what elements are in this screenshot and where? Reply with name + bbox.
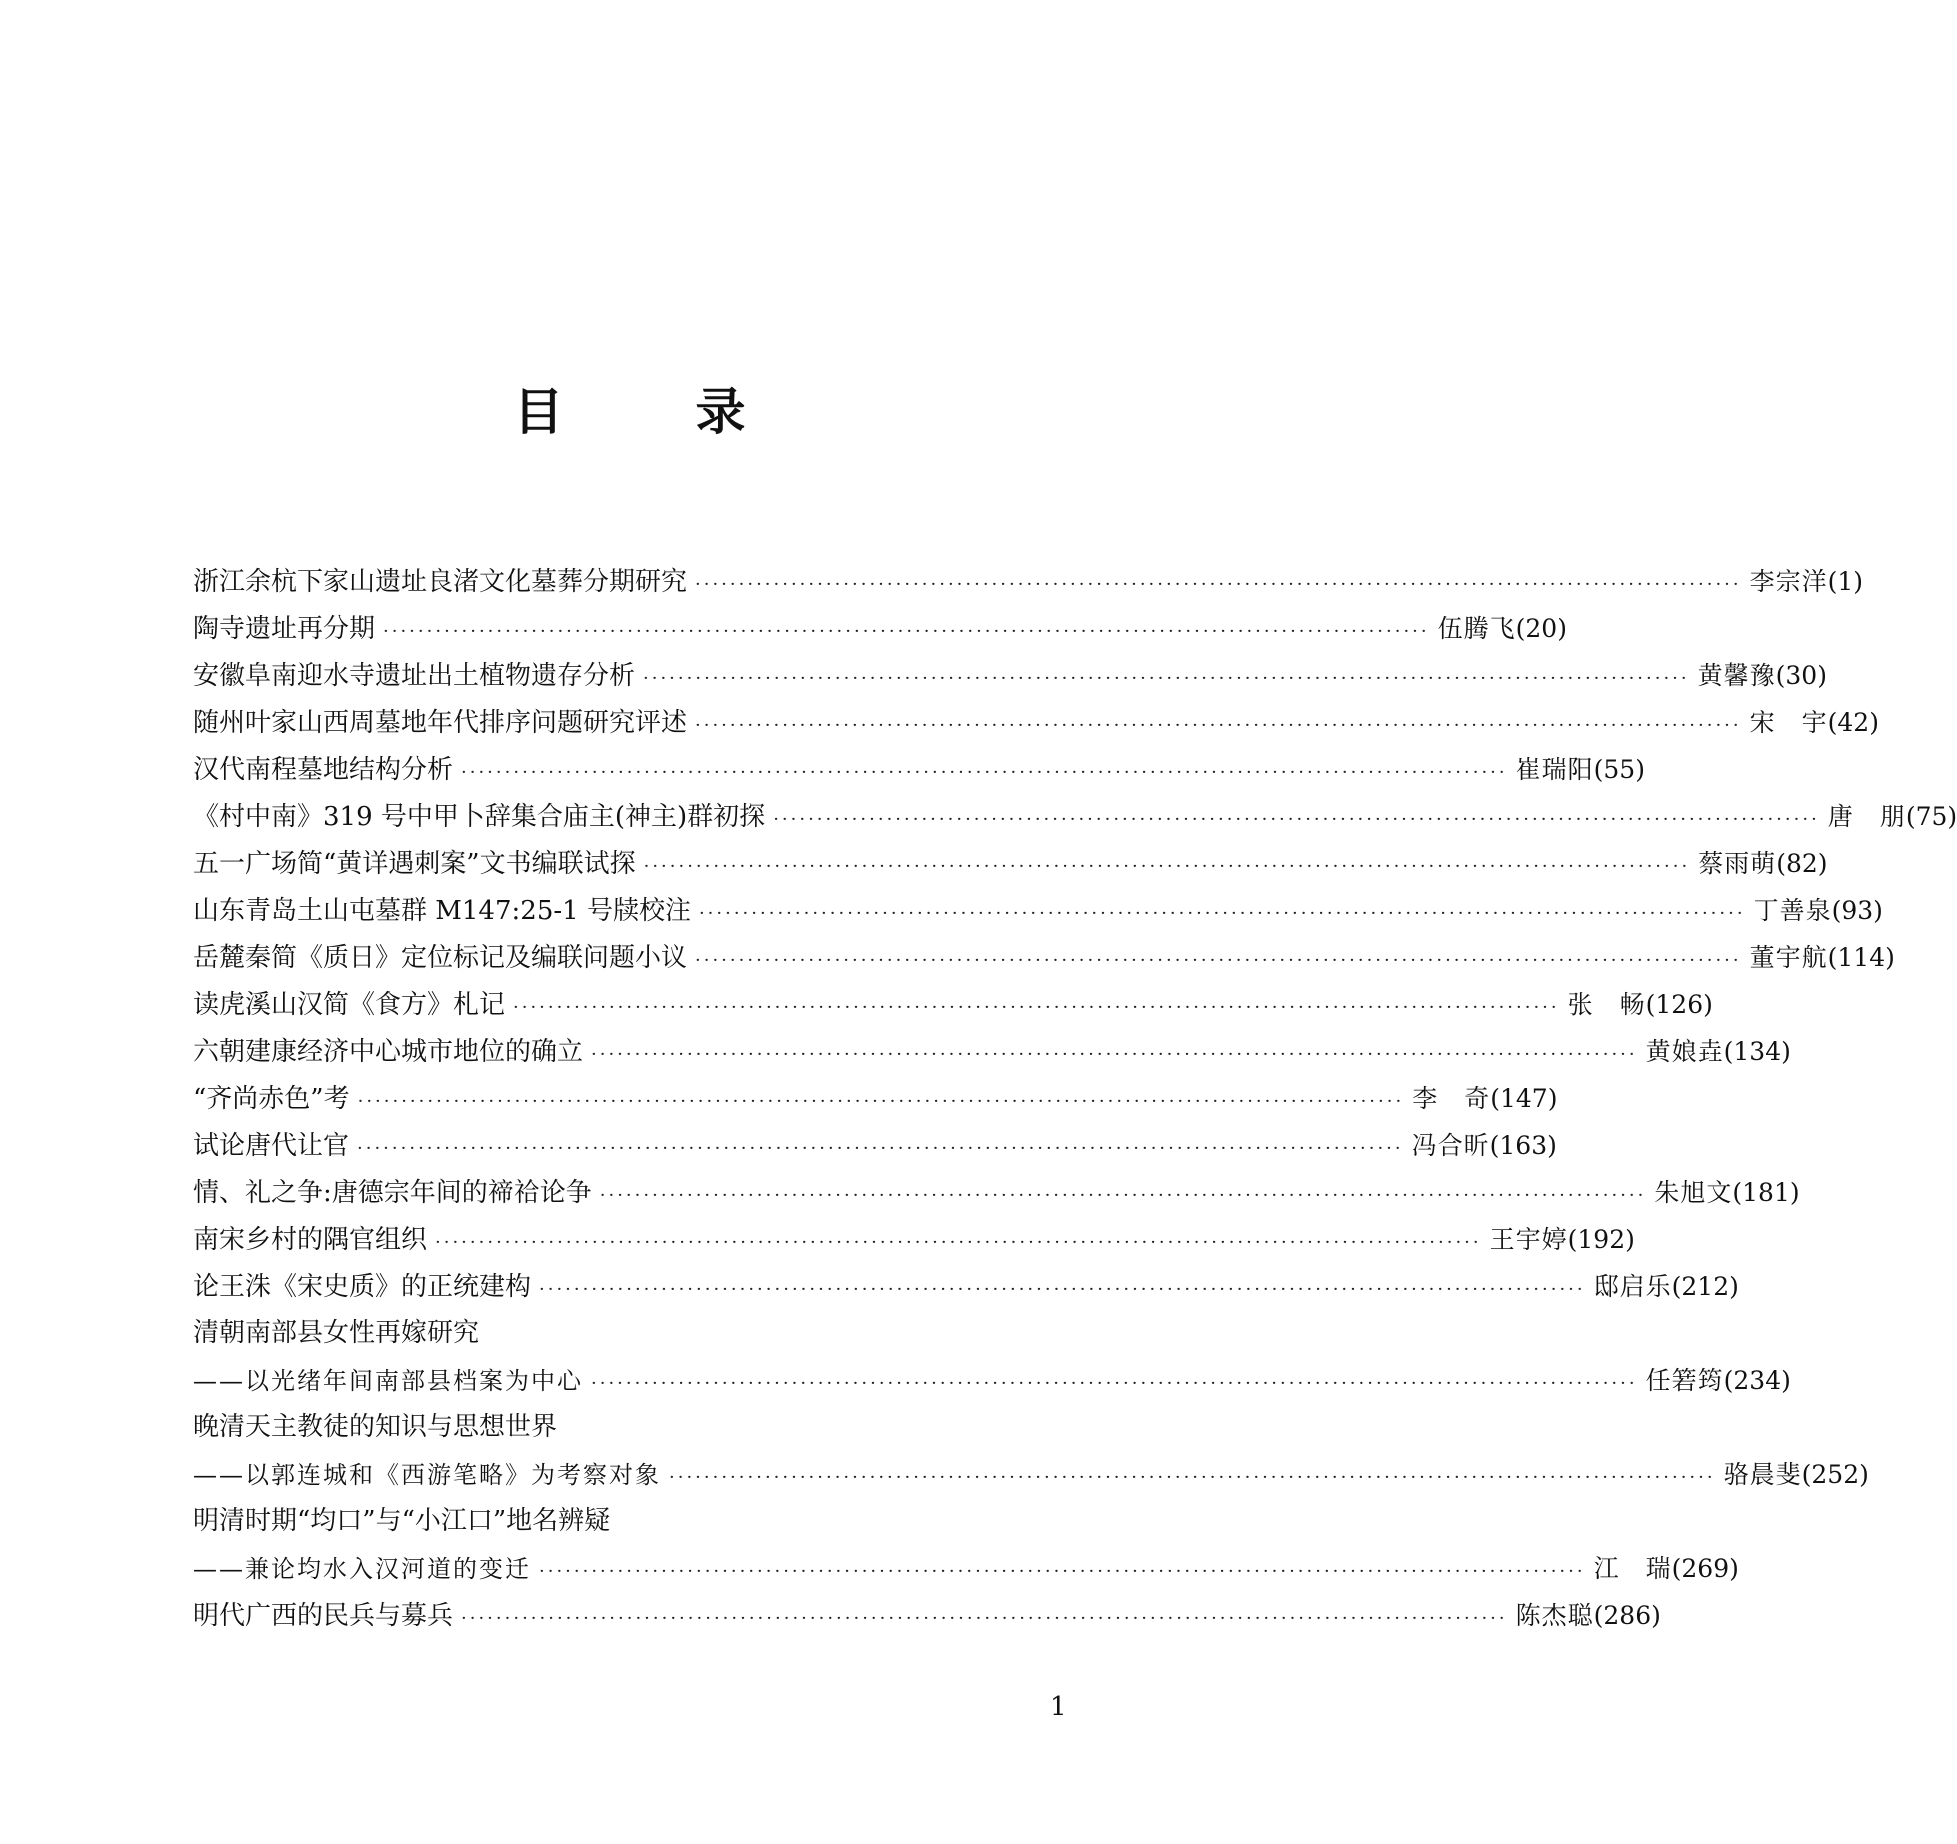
- toc-author: 伍腾飞: [1437, 614, 1516, 643]
- toc-title: 清朝南部县女性再嫁研究: [193, 1318, 480, 1348]
- toc-entry[interactable]: [193, 1592, 1661, 1639]
- toc-title: 《村中南》319 号中甲卜辞集合庙主(神主)群初探: [193, 802, 766, 832]
- toc-subtitle: ——以光绪年间南部县档案为中心: [193, 1367, 583, 1395]
- toc-title: 岳麓秦简《质日》定位标记及编联问题小议: [193, 943, 688, 973]
- toc-title: 论王洙《宋史质》的正统建构: [193, 1272, 532, 1302]
- toc-line: [193, 746, 1645, 793]
- toc-page-number: (181): [1732, 1178, 1800, 1207]
- toc-entry[interactable]: [193, 1075, 1558, 1122]
- toc-line: [193, 699, 1879, 746]
- toc-author: 黄馨豫: [1697, 661, 1776, 690]
- toc-entry[interactable]: [193, 699, 1879, 746]
- toc-author: 张 畅: [1567, 990, 1646, 1019]
- toc-author: 李宗洋: [1749, 567, 1828, 596]
- title-char-1: 目: [513, 382, 566, 441]
- toc-page-number: (252): [1801, 1460, 1869, 1489]
- toc-author: 冯合昕: [1411, 1131, 1490, 1160]
- toc-entry[interactable]: [193, 1169, 1800, 1216]
- toc-page-number: (126): [1645, 990, 1713, 1019]
- toc-author: 黄娘垚: [1645, 1037, 1724, 1066]
- toc-title: 五一广场简“黄详遇刺案”文书编联试探: [193, 849, 636, 879]
- toc-title: 试论唐代让官: [193, 1131, 350, 1161]
- dot-leader: ························································································································: [695, 574, 1742, 595]
- toc-page-number: (93): [1831, 896, 1883, 925]
- toc-page-number: (55): [1593, 755, 1645, 784]
- toc-entry[interactable]: [193, 981, 1713, 1028]
- toc-entry[interactable]: [193, 793, 1957, 840]
- dot-leader: ························································································································: [698, 903, 1746, 924]
- toc-entry[interactable]: [193, 605, 1567, 652]
- toc-line: [193, 1498, 1061, 1545]
- toc-title: 山东青岛土山屯墓群 M147:25-1 号牍校注: [193, 896, 691, 926]
- toc-line: [193, 1404, 1061, 1451]
- toc-line: [193, 605, 1567, 652]
- toc-line: [193, 1075, 1558, 1122]
- toc-title: 随州叶家山西周墓地年代排序问题研究评述: [193, 708, 688, 738]
- toc-title: 晚清天主教徒的知识与思想世界: [193, 1412, 558, 1442]
- dot-leader: ························································································································: [695, 950, 1742, 971]
- toc-line: [193, 1263, 1739, 1310]
- toc-subtitle: ——兼论均水入汉河道的变迁: [193, 1555, 531, 1583]
- toc-line: [193, 1310, 1061, 1357]
- toc-subtitle-line: [193, 1545, 1739, 1592]
- toc-entry[interactable]: [193, 1263, 1739, 1310]
- toc-entry[interactable]: [193, 746, 1645, 793]
- toc-line: [193, 887, 1883, 934]
- toc-entry[interactable]: [193, 840, 1828, 887]
- toc-author: 任箬筠: [1645, 1366, 1724, 1395]
- toc-line: [193, 558, 1864, 605]
- toc-line: [193, 1122, 1557, 1169]
- title-char-2: 录: [695, 382, 748, 441]
- toc-line: [193, 793, 1957, 840]
- toc-subtitle: ——以郭连城和《西游笔略》为考察对象: [193, 1461, 661, 1489]
- toc-author: 骆晨斐: [1723, 1460, 1802, 1489]
- dot-leader: ························································································································: [539, 1279, 1586, 1300]
- toc-author: 董宇航: [1749, 943, 1828, 972]
- toc-author: 蔡雨萌: [1698, 849, 1777, 878]
- dot-leader: ························································································································: [591, 1044, 1638, 1065]
- toc-author: 丁善泉: [1753, 896, 1832, 925]
- toc-title: 安徽阜南迎水寺遗址出土植物遗存分析: [193, 661, 636, 691]
- toc-page-number: (192): [1567, 1225, 1635, 1254]
- toc-entry[interactable]: [193, 558, 1864, 605]
- toc-title: 南宋乡村的隅官组织: [193, 1225, 428, 1255]
- toc-page-number: (20): [1515, 614, 1567, 643]
- toc-title: 情、礼之争:唐德宗年间的禘祫论争: [193, 1178, 592, 1208]
- dot-leader: ························································································································: [357, 1091, 1405, 1112]
- toc-page-number: (75): [1905, 802, 1957, 831]
- toc-line: [193, 1169, 1800, 1216]
- toc-title: 浙江余杭下家山遗址良渚文化墓葬分期研究: [193, 567, 688, 597]
- dot-leader: ························································································································: [669, 1467, 1716, 1488]
- dot-leader: ························································································································: [383, 621, 1430, 642]
- toc-page-number: (212): [1671, 1272, 1739, 1301]
- dot-leader: ························································································································: [461, 1608, 1508, 1629]
- page-number: 1: [1050, 1692, 1067, 1722]
- toc-author: 崔瑞阳: [1515, 755, 1594, 784]
- dot-leader: ························································································································: [599, 1185, 1647, 1206]
- toc-line: [193, 1592, 1661, 1639]
- toc-author: 唐 朋: [1827, 802, 1906, 831]
- toc-author: 江 瑞: [1593, 1554, 1672, 1583]
- toc-entry[interactable]: [193, 1122, 1557, 1169]
- toc-entry[interactable]: [193, 1216, 1635, 1263]
- toc-page-number: (42): [1827, 708, 1879, 737]
- toc-entry[interactable]: [193, 887, 1883, 934]
- dot-leader: ························································································································: [591, 1373, 1638, 1394]
- toc-title: 明代广西的民兵与募兵: [193, 1601, 454, 1631]
- dot-leader: ························································································································: [539, 1561, 1586, 1582]
- toc-line: [193, 1216, 1635, 1263]
- toc-title: 读虎溪山汉简《食方》札记: [193, 990, 506, 1020]
- toc-page-number: (163): [1489, 1131, 1557, 1160]
- dot-leader: ························································································································: [357, 1138, 1404, 1159]
- toc-entry[interactable]: [193, 934, 1895, 981]
- toc-title: “齐尚赤色”考: [193, 1084, 350, 1114]
- toc-author: 朱旭文: [1654, 1178, 1733, 1207]
- toc-title: 六朝建康经济中心城市地位的确立: [193, 1037, 584, 1067]
- toc-page-number: (134): [1723, 1037, 1791, 1066]
- toc-entry[interactable]: [193, 1028, 1791, 1075]
- dot-leader: ························································································································: [461, 762, 1508, 783]
- toc-line: [193, 1028, 1791, 1075]
- toc-page-number: (114): [1827, 943, 1895, 972]
- toc-author: 李 奇: [1412, 1084, 1491, 1113]
- toc-subtitle-line: [193, 1357, 1791, 1404]
- toc-page-number: (234): [1723, 1366, 1791, 1395]
- toc-title: 汉代南程墓地结构分析: [193, 755, 454, 785]
- toc-line: [193, 934, 1895, 981]
- toc-page-number: (147): [1490, 1084, 1558, 1113]
- toc-title: 陶寺遗址再分期: [193, 614, 376, 644]
- toc-author: 邸启乐: [1593, 1272, 1672, 1301]
- toc-line: [193, 840, 1828, 887]
- toc-entry[interactable]: [193, 1498, 1739, 1592]
- toc-entry[interactable]: [193, 1404, 1869, 1498]
- toc-page-number: (82): [1776, 849, 1828, 878]
- toc-title: 明清时期“均口”与“小江口”地名辨疑: [193, 1506, 611, 1536]
- dot-leader: ························································································································: [513, 997, 1560, 1018]
- table-of-contents: [193, 558, 1957, 1639]
- dot-leader: ························································································································: [643, 856, 1691, 877]
- toc-author: 王宇婷: [1489, 1225, 1568, 1254]
- toc-author: 宋 宇: [1749, 708, 1828, 737]
- dot-leader: ························································································································: [435, 1232, 1482, 1253]
- dot-leader: ························································································································: [695, 715, 1742, 736]
- page-title: [0, 372, 1261, 444]
- toc-page-number: (30): [1775, 661, 1827, 690]
- toc-page-number: (286): [1593, 1601, 1661, 1630]
- toc-entry[interactable]: [193, 652, 1827, 699]
- toc-page-number: (269): [1671, 1554, 1739, 1583]
- toc-author: 陈杰聪: [1515, 1601, 1594, 1630]
- toc-line: [193, 981, 1713, 1028]
- dot-leader: ························································································································: [643, 668, 1690, 689]
- toc-entry[interactable]: [193, 1310, 1791, 1404]
- toc-page-number: (1): [1827, 567, 1864, 596]
- toc-line: [193, 652, 1827, 699]
- dot-leader: ························································································································: [773, 809, 1820, 830]
- toc-subtitle-line: [193, 1451, 1869, 1498]
